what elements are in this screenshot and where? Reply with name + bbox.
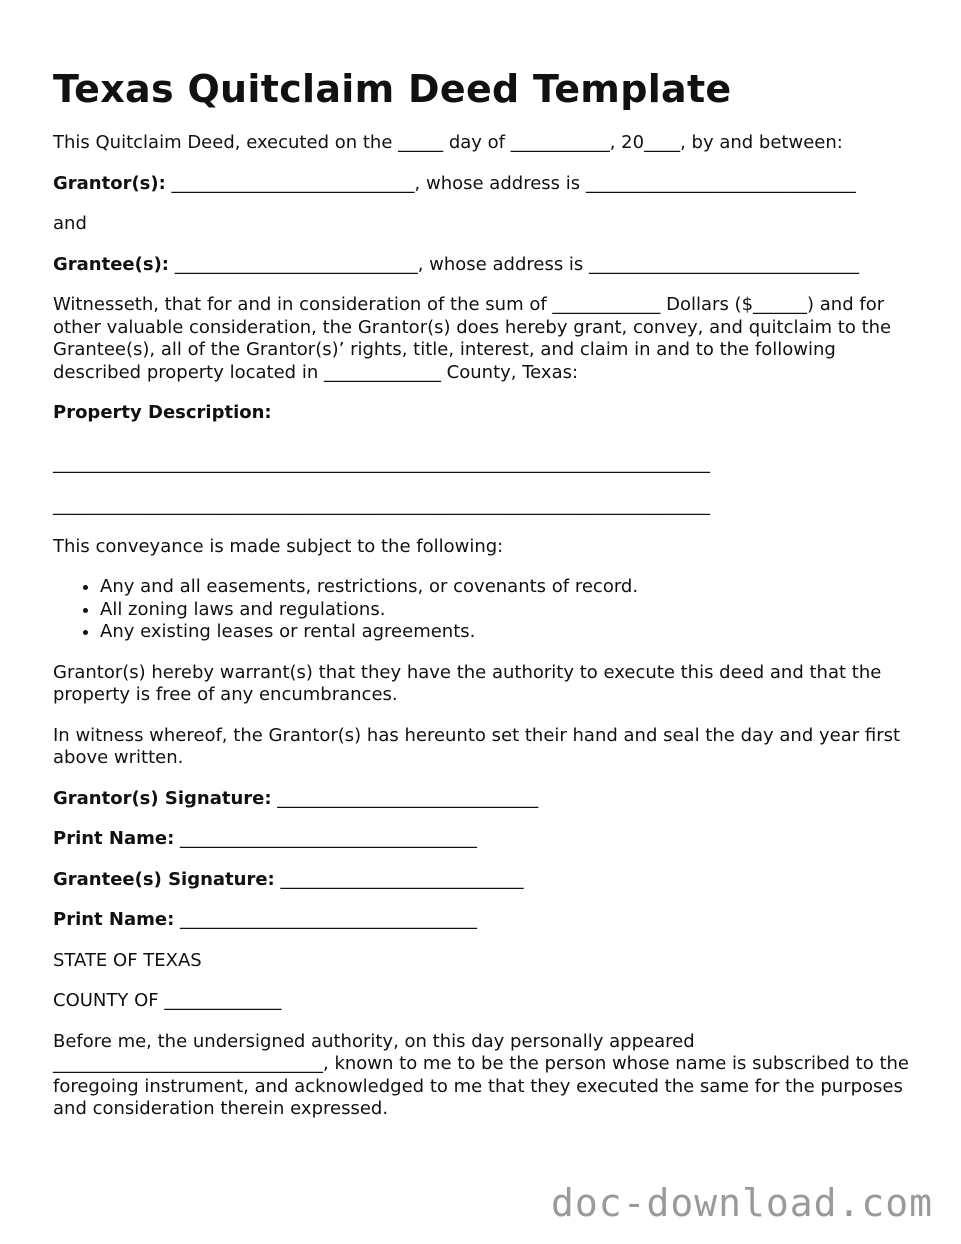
grantor-signature-blank: _____________________________: [271, 787, 539, 809]
document-title: Texas Quitclaim Deed Template: [53, 67, 732, 111]
grantee-blank: ___________________________, whose address is ______________________________: [169, 253, 860, 275]
property-description-label: Property Description:: [53, 402, 272, 423]
state-line: STATE OF TEXAS: [53, 949, 202, 971]
deed-document: [53, 66, 913, 1139]
grantee-signature-label: Grantee(s) Signature:: [53, 868, 275, 890]
subject-intro: This conveyance is made subject to the following:: [53, 535, 504, 557]
grantee-print-name-blank: _________________________________: [174, 909, 478, 930]
grantor-paragraph: [53, 173, 913, 196]
property-line-2: _________________________________________________________________________: [53, 495, 710, 516]
grantee-print-name-label: Print Name:: [53, 909, 175, 930]
watermark: doc-download.com: [550, 1181, 933, 1225]
warranty-paragraph: Grantor(s) hereby warrant(s) that they have the authority to execute this deed and that the property is free of any encumbrances.: [53, 661, 882, 705]
list-item: • All zoning laws and regulations.: [100, 599, 913, 622]
subject-list: [53, 576, 913, 644]
grantor-print-name-blank: _________________________________: [174, 828, 478, 849]
grantor-print-name-line: [53, 828, 913, 851]
grantee-signature-blank: ___________________________: [274, 868, 524, 890]
grantor-signature-label: Grantor(s) Signature:: [53, 787, 272, 809]
property-line-1: _________________________________________________________________________: [53, 452, 710, 474]
grantee-paragraph: [53, 254, 913, 277]
and-text: and: [53, 213, 87, 234]
grantor-label: Grantor(s):: [53, 172, 166, 194]
grantee-label: Grantee(s):: [53, 253, 169, 275]
county-line: COUNTY OF _____________: [53, 990, 282, 1011]
grantor-blank: ___________________________, whose address is ______________________________: [165, 172, 856, 194]
intro-paragraph: This Quitclaim Deed, executed on the _____ day of ___________, 20____, by and between:: [53, 132, 843, 153]
notary-paragraph: Before me, the undersigned authority, on this day personally appeared ______________________________, known to me to be the person whose name is subscribed to the foregoing instrument, and acknowledged to me that they executed the same for the purposes and consideration therein expressed.: [53, 1030, 910, 1119]
witnesseth-paragraph: Witnesseth, that for and in consideration of the sum of ____________ Dollars ($______) and for other valuable consideration, the Grantor(s) does hereby grant, convey, and quitclaim to the Grantee(s), all of the Grantor(s)’ rights, title, interest, and claim in and to the following described property located in _____________ County, Texas:: [53, 294, 892, 383]
list-item: • Any and all easements, restrictions, or covenants of record.: [100, 576, 913, 599]
grantee-signature-line: [53, 869, 913, 892]
grantor-print-name-label: Print Name:: [53, 828, 175, 849]
property-description-heading: [53, 402, 913, 425]
list-item: • Any existing leases or rental agreements.: [100, 621, 913, 644]
witness-whereof-paragraph: In witness whereof, the Grantor(s) has hereunto set their hand and seal the day and year first above written.: [53, 724, 901, 768]
grantor-signature-line: [53, 788, 913, 811]
grantee-print-name-line: [53, 909, 913, 932]
